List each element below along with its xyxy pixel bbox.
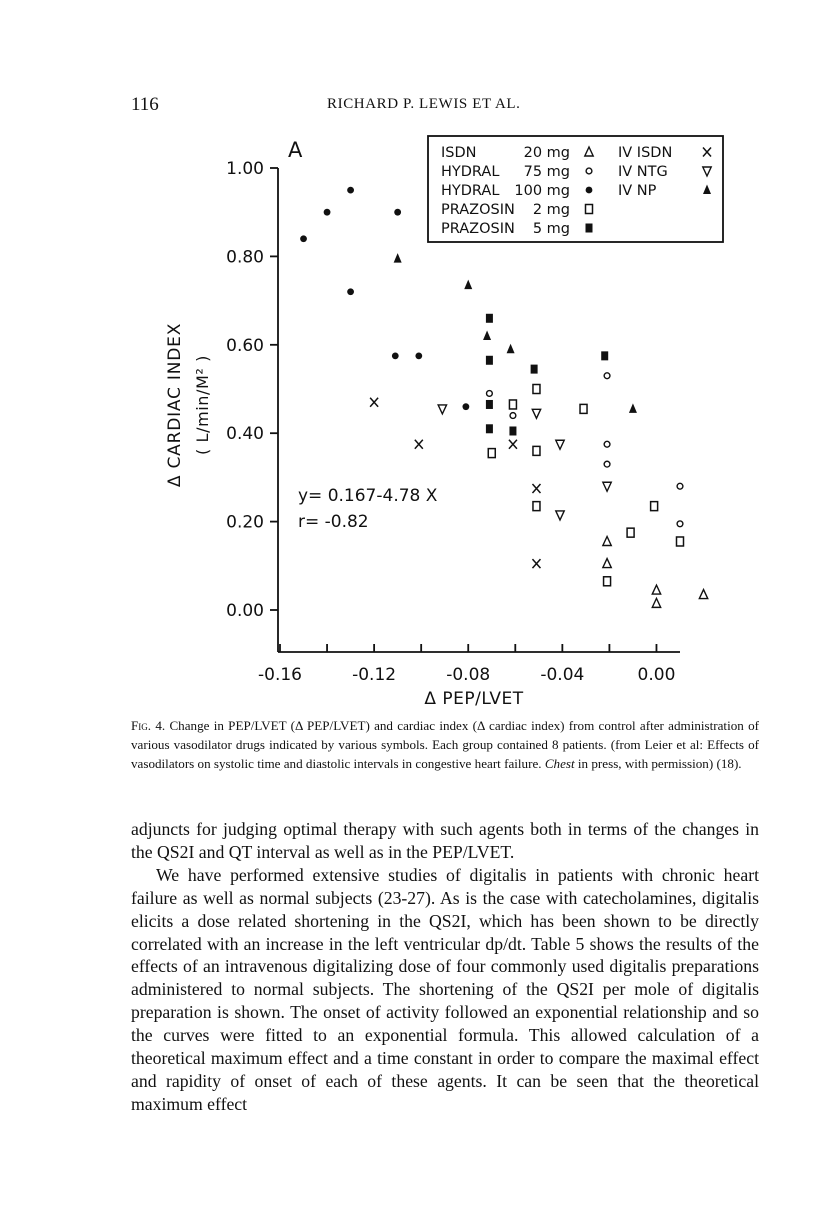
- y-tick-label: 0.40: [226, 424, 264, 445]
- filled-square-point: [531, 365, 538, 374]
- open-inverted-triangle-point: [603, 482, 611, 491]
- x-point: [370, 398, 378, 407]
- open-circle-point: [604, 373, 610, 379]
- page-number: 116: [131, 94, 159, 115]
- legend-drug: PRAZOSIN: [441, 221, 515, 237]
- series: [486, 314, 608, 436]
- open-square-point: [677, 537, 684, 546]
- filled-circle-point: [586, 187, 593, 194]
- y-tick-label: 0.20: [226, 512, 264, 533]
- filled-square-point: [486, 424, 493, 433]
- open-square-point: [580, 404, 587, 413]
- figure-caption: [131, 716, 759, 773]
- filled-circle-point: [347, 288, 354, 295]
- open-inverted-triangle-point: [556, 440, 564, 449]
- filled-square-point: [486, 314, 493, 323]
- x-point: [532, 484, 540, 493]
- open-triangle-point: [652, 585, 660, 594]
- open-square-point: [533, 502, 540, 511]
- open-circle-point: [510, 413, 516, 419]
- filled-triangle-point: [507, 344, 515, 354]
- caption-text-end: in press, with permission) (18).: [577, 756, 742, 771]
- regression-equation: y= 0.167-4.78 X: [298, 486, 438, 506]
- legend-dose: 75 mg: [523, 164, 570, 180]
- legend-drug: IV ISDN: [618, 145, 673, 161]
- y-tick-label: 0.80: [226, 247, 264, 268]
- open-triangle-point: [652, 598, 660, 607]
- legend-dose: 5 mg: [532, 221, 570, 237]
- filled-circle-point: [415, 352, 422, 359]
- series: [603, 536, 708, 607]
- filled-triangle-point: [464, 280, 472, 290]
- x-tick-label: 0.00: [637, 665, 676, 685]
- filled-circle-point: [394, 209, 401, 216]
- series: [488, 385, 683, 586]
- caption-label: Fig. 4.: [131, 718, 166, 733]
- open-inverted-triangle-point: [556, 511, 564, 520]
- x-axis-label: Δ PEP/LVET: [424, 689, 524, 709]
- open-square-point: [604, 577, 611, 586]
- open-inverted-triangle-point: [438, 405, 446, 414]
- filled-triangle-point: [629, 403, 637, 413]
- x-tick-label: -0.08: [446, 665, 491, 685]
- filled-square-point: [486, 356, 493, 365]
- open-triangle-point: [603, 559, 611, 568]
- series: [394, 253, 637, 413]
- paragraph: adjuncts for judging optimal therapy with such agents both in terms of the changes in the QS2I and QT interval as well as in the PEP/LVET.: [131, 819, 759, 862]
- filled-square-point: [486, 400, 493, 409]
- open-square-point: [488, 449, 495, 458]
- legend-drug: IV NP: [618, 183, 657, 199]
- legend-drug: ISDN: [441, 145, 477, 161]
- open-square-point: [509, 400, 516, 409]
- caption-journal: Chest: [544, 756, 575, 771]
- open-square-point: [651, 502, 658, 511]
- x-point: [532, 559, 540, 568]
- filled-circle-point: [392, 352, 399, 359]
- filled-circle-point: [324, 209, 331, 216]
- y-tick-label: 1.00: [226, 159, 264, 179]
- caption-text: Change in PEP/LVET (Δ PEP/LVET) and cardiac index (Δ cardiac index) from control after administration of various vasodilator drugs indicated by various symbols. Each group contained 8 patients. (from Leier et al: Effects of vasodilators on systolic time and diastolic intervals in congestive heart failure.: [131, 718, 759, 771]
- open-triangle-point: [603, 536, 611, 545]
- filled-circle-point: [347, 187, 354, 194]
- open-inverted-triangle-point: [532, 409, 540, 418]
- series: [487, 373, 683, 527]
- legend-drug: PRAZOSIN: [441, 202, 515, 218]
- paragraph: We have performed extensive studies of digitalis in patients with chronic heart failure as well as normal subjects (23-27). As is the case with catecholamines, digitalis elicits a dose related shortening in the QS2I, which has been shown to be directly correlated with an increase in the left ventricular dp/dt. Table 5 shows the results of the effects of an intravenous digitalizing dose of four commonly used digitalis preparations administered to normal subjects. The shortening of the QS2I per mole of digitalis preparation is shown. The onset of activity followed an exponential relationship and so the curves were fitted to an exponential formula. This allowed calculation of a theoretical maximum effect and a time constant in order to compare the maximal effect and rapidity of onset of each of these agents. It can be seen that the theoretical maximum effect: [131, 864, 759, 1114]
- open-square-point: [533, 446, 540, 455]
- filled-square-point: [586, 224, 593, 233]
- open-triangle-point: [699, 590, 707, 599]
- open-circle-point: [677, 483, 683, 489]
- y-tick-label: 0.60: [226, 335, 264, 356]
- x-tick-label: -0.12: [352, 665, 397, 685]
- correlation-coefficient: r= -0.82: [298, 512, 369, 532]
- filled-circle-point: [462, 403, 469, 410]
- open-square-point: [533, 385, 540, 394]
- x-tick-label: -0.04: [540, 665, 585, 685]
- filled-triangle-point: [483, 330, 491, 340]
- running-title: RICHARD P. LEWIS ET AL.: [327, 96, 521, 112]
- legend-drug: HYDRAL: [441, 164, 500, 180]
- legend-dose: 100 mg: [514, 183, 570, 199]
- filled-square-point: [601, 351, 608, 360]
- legend-dose: 2 mg: [532, 202, 570, 218]
- x-point: [509, 440, 517, 449]
- filled-circle-point: [300, 235, 307, 242]
- y-axis-label: Δ CARDIAC INDEX: [165, 322, 185, 488]
- open-circle-point: [487, 391, 493, 397]
- open-circle-point: [604, 441, 610, 447]
- filled-square-point: [509, 426, 516, 435]
- x-tick-label: -0.16: [258, 665, 302, 685]
- open-circle-point: [604, 461, 610, 467]
- open-circle-point: [677, 521, 683, 527]
- panel-label: A: [288, 138, 303, 162]
- open-square-point: [627, 528, 634, 537]
- series: [370, 398, 540, 568]
- legend: [428, 136, 723, 242]
- series: [438, 405, 611, 520]
- y-tick-label: 0.00: [226, 601, 264, 621]
- legend-drug: HYDRAL: [441, 183, 500, 199]
- body-text: [131, 818, 759, 1116]
- legend-dose: 20 mg: [523, 145, 570, 161]
- y-axis-units: ( L/min/M² ): [193, 355, 212, 455]
- x-point: [415, 440, 423, 449]
- filled-triangle-point: [394, 253, 402, 262]
- data-points: [300, 187, 708, 608]
- legend-drug: IV NTG: [618, 164, 668, 180]
